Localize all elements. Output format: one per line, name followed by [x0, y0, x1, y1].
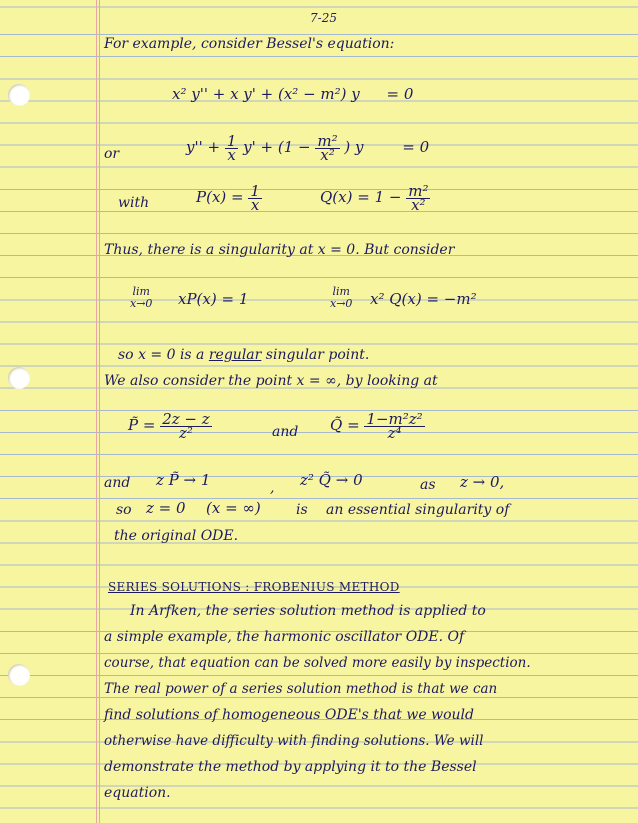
eq2-part: y' + (1 −	[243, 138, 316, 156]
page-number: 7-25	[310, 11, 337, 25]
section-title: SERIES SOLUTIONS : FROBENIUS METHOD	[108, 580, 400, 594]
z-equals-zero: z = 0	[146, 499, 186, 517]
denominator: x²	[320, 145, 335, 164]
bessel-equation-rhs: = 0	[386, 85, 414, 103]
is-label: is	[296, 502, 308, 518]
denominator: x	[250, 195, 260, 214]
text-part: singular point.	[261, 347, 370, 363]
fraction	[315, 131, 339, 164]
fraction	[406, 181, 430, 214]
q-def-part: Q(x) = 1 −	[320, 188, 407, 206]
limit-sub: x→0	[330, 297, 353, 310]
numerator: 2z − z	[162, 409, 210, 428]
denominator: z⁴	[387, 423, 402, 442]
q-tilde-part: Q̃ =	[330, 416, 365, 434]
limit-1-expr: xP(x) = 1	[178, 290, 249, 308]
binder-hole	[8, 367, 30, 389]
paragraph-line: In Arfken, the series solution method is applied to	[130, 603, 486, 619]
so2-label: so	[116, 502, 132, 518]
regular-underlined: regular	[208, 347, 262, 363]
binder-hole	[8, 664, 30, 686]
paragraph-line: The real power of a series solution method is that we can	[104, 681, 498, 697]
original-ode-line: the original ODE.	[114, 528, 239, 544]
x-equals-infinity: (x = ∞)	[206, 499, 261, 517]
with-label: with	[118, 195, 150, 211]
z-p-tilde-limit: z P̃ → 1	[156, 471, 211, 489]
as-label: as	[420, 477, 436, 493]
paragraph-line: course, that equation can be solved more easily by inspection.	[104, 655, 531, 671]
text-part: so x = 0 is a	[118, 347, 209, 363]
thus-line: Thus, there is a singularity at x = 0. But consider	[104, 242, 455, 258]
also-consider-line: We also consider the point x = ∞, by looking at	[104, 373, 438, 389]
binder-hole	[8, 84, 30, 106]
and2-label: and	[104, 475, 131, 491]
z2-q-tilde-limit: z² Q̃ → 0	[300, 471, 363, 489]
limit-sub: x→0	[130, 297, 153, 310]
intro-line: For example, consider Bessel's equation:	[104, 36, 395, 52]
denominator: x²	[411, 195, 426, 214]
fraction	[225, 131, 239, 164]
numerator: m²	[408, 181, 429, 200]
regular-singular-line	[118, 347, 369, 363]
numerator: 1−m²z²	[366, 409, 423, 428]
fraction	[160, 409, 211, 442]
limit-label: lim	[332, 285, 350, 298]
bessel-equation	[172, 86, 413, 102]
eq2-part: y'' +	[186, 138, 225, 156]
numerator: 1	[250, 181, 260, 200]
paragraph-line: a simple example, the harmonic oscillator ODE. Of	[104, 629, 465, 645]
eq2-part: = 0	[402, 138, 430, 156]
paragraph-line: demonstrate the method by applying it to the Bessel	[104, 759, 477, 775]
paragraph-line: otherwise have difficulty with finding solutions. We will	[104, 733, 484, 749]
comma: ,	[270, 480, 275, 496]
bessel-equation-normalized	[186, 133, 429, 162]
q-definition	[320, 183, 430, 212]
paragraph-line: equation.	[104, 785, 171, 801]
p-tilde	[128, 410, 212, 440]
p-def-part: P(x) =	[196, 188, 249, 206]
fraction	[248, 181, 262, 214]
p-tilde-part: P̃ =	[128, 416, 161, 434]
or-label: or	[104, 146, 120, 162]
limit-2-expr: x² Q(x) = −m²	[370, 290, 477, 308]
limit-2	[330, 286, 352, 310]
limit-1	[130, 286, 152, 310]
z-to-zero: z → 0,	[460, 473, 505, 491]
eq2-part: ) y	[344, 138, 364, 156]
paragraph-line: find solutions of homogeneous ODE's that we would	[104, 707, 474, 723]
essential-singularity-text: an essential singularity of	[326, 502, 510, 518]
denominator: z²	[178, 423, 193, 442]
numerator: m²	[317, 131, 338, 150]
and-label: and	[272, 424, 299, 440]
limit-label: lim	[132, 285, 150, 298]
fraction	[364, 409, 424, 442]
numerator: 1	[226, 131, 237, 150]
bessel-equation-lhs: x² y'' + x y' + (x² − m²) y	[172, 85, 360, 103]
p-definition	[196, 183, 262, 212]
denominator: x	[227, 145, 236, 164]
q-tilde	[330, 410, 425, 440]
